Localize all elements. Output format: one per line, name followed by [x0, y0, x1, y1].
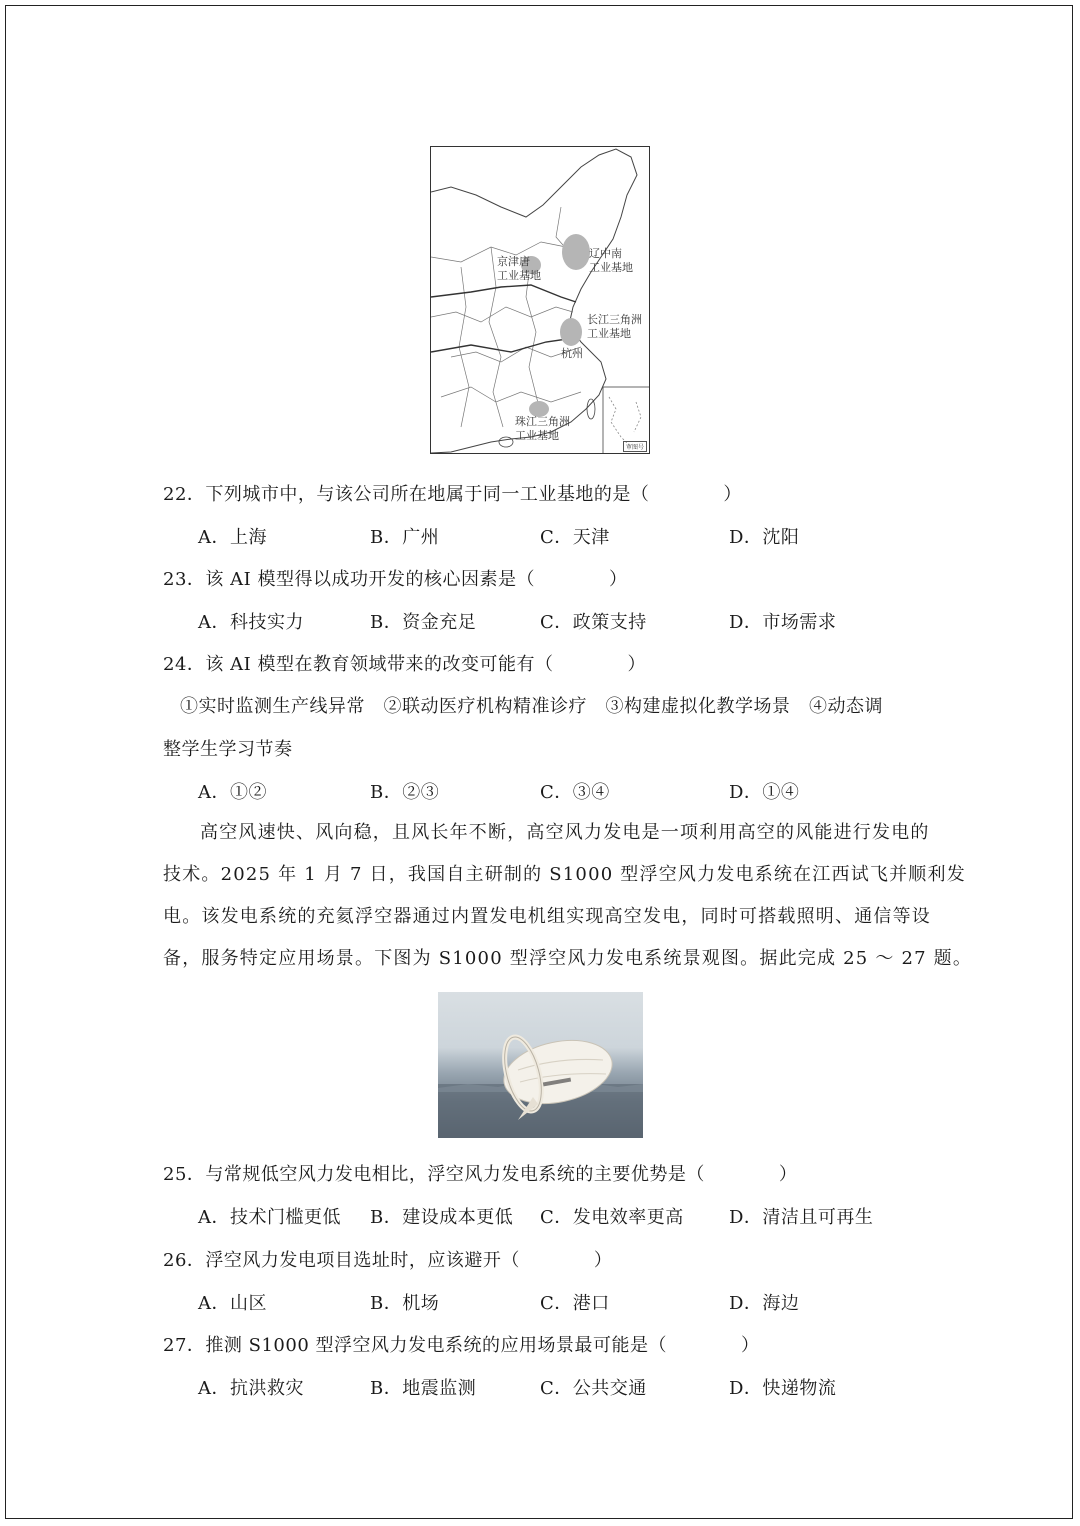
label-hangzhou: 杭州 [561, 347, 583, 360]
q22-option-a[interactable]: A．上海 [198, 527, 267, 548]
q25-option-c[interactable]: C．发电效率更高 [540, 1207, 684, 1228]
map-outline [431, 147, 650, 454]
liaozhongnan-area [562, 234, 590, 270]
q22-option-d[interactable]: D．沈阳 [729, 527, 800, 548]
q26-option-d[interactable]: D．海边 [729, 1293, 800, 1314]
q25-option-a[interactable]: A．技术门槛更低 [198, 1207, 341, 1228]
question-24-stem: 24．该 AI 模型在教育领域带来的改变可能有（ ） [163, 654, 646, 675]
q24-statements-line1: ①实时监测生产线异常 ②联动医疗机构精准诊疗 ③构建虚拟化教学场景 ④动态调 [180, 696, 883, 717]
q25-option-b[interactable]: B．建设成本更低 [370, 1207, 514, 1228]
q23-option-c[interactable]: C．政策支持 [540, 612, 647, 633]
label-changjiang: 长江三角洲 工业基地 [587, 313, 642, 340]
question-23-stem: 23．该 AI 模型得以成功开发的核心因素是（ ） [163, 569, 628, 590]
q23-option-b[interactable]: B．资金充足 [370, 612, 477, 633]
label-zhujiang: 珠江三角洲 工业基地 [515, 415, 570, 442]
china-industrial-base-map [430, 146, 650, 454]
q24-statements-line2: 整学生学习节奏 [163, 739, 293, 760]
q22-option-b[interactable]: B．广州 [370, 527, 440, 548]
q23-option-d[interactable]: D．市场需求 [729, 612, 837, 633]
question-27-stem: 27．推测 S1000 型浮空风力发电系统的应用场景最可能是（ ） [163, 1335, 760, 1356]
passage-line-4: 备，服务特定应用场景。下图为 S1000 型浮空风力发电系统景观图。据此完成 25 ～ 27 题。 [163, 948, 973, 969]
q26-option-b[interactable]: B．机场 [370, 1293, 440, 1314]
q27-option-a[interactable]: A．抗洪救灾 [198, 1378, 304, 1399]
q24-option-d[interactable]: D．①④ [729, 782, 800, 803]
passage-line-3: 电。该发电系统的充氦浮空器通过内置发电机组实现高空发电，同时可搭载照明、通信等设 [163, 906, 931, 927]
q27-option-b[interactable]: B．地震监测 [370, 1378, 477, 1399]
q27-option-d[interactable]: D．快递物流 [729, 1378, 837, 1399]
q24-option-c[interactable]: C．③④ [540, 782, 610, 803]
q23-option-a[interactable]: A．科技实力 [198, 612, 304, 633]
q24-option-b[interactable]: B．②③ [370, 782, 440, 803]
changjiang-area [560, 318, 582, 346]
floating-wind-turbine-photo [438, 992, 643, 1138]
passage-line-1: 高空风速快、风向稳，且风长年不断，高空风力发电是一项利用高空的风能进行发电的 [200, 822, 930, 843]
label-jingjinji: 京津唐 工业基地 [497, 255, 541, 282]
q27-option-c[interactable]: C．公共交通 [540, 1378, 647, 1399]
q25-option-d[interactable]: D．清洁且可再生 [729, 1207, 874, 1228]
passage-line-2: 技术。2025 年 1 月 7 日，我国自主研制的 S1000 型浮空风力发电系统在江西试飞并顺利发 [163, 864, 966, 885]
q26-option-c[interactable]: C．港口 [540, 1293, 610, 1314]
map-approval-tag: 审图号 [623, 441, 647, 452]
label-liaozhongnan: 辽中南 工业基地 [589, 247, 633, 274]
question-22-stem: 22．下列城市中，与该公司所在地属于同一工业基地的是（ ） [163, 484, 742, 505]
question-25-stem: 25．与常规低空风力发电相比，浮空风力发电系统的主要优势是（ ） [163, 1164, 798, 1185]
q24-option-a[interactable]: A．①② [198, 782, 267, 803]
q22-option-c[interactable]: C．天津 [540, 527, 610, 548]
q26-option-a[interactable]: A．山区 [198, 1293, 267, 1314]
question-26-stem: 26．浮空风力发电项目选址时，应该避开（ ） [163, 1250, 613, 1271]
